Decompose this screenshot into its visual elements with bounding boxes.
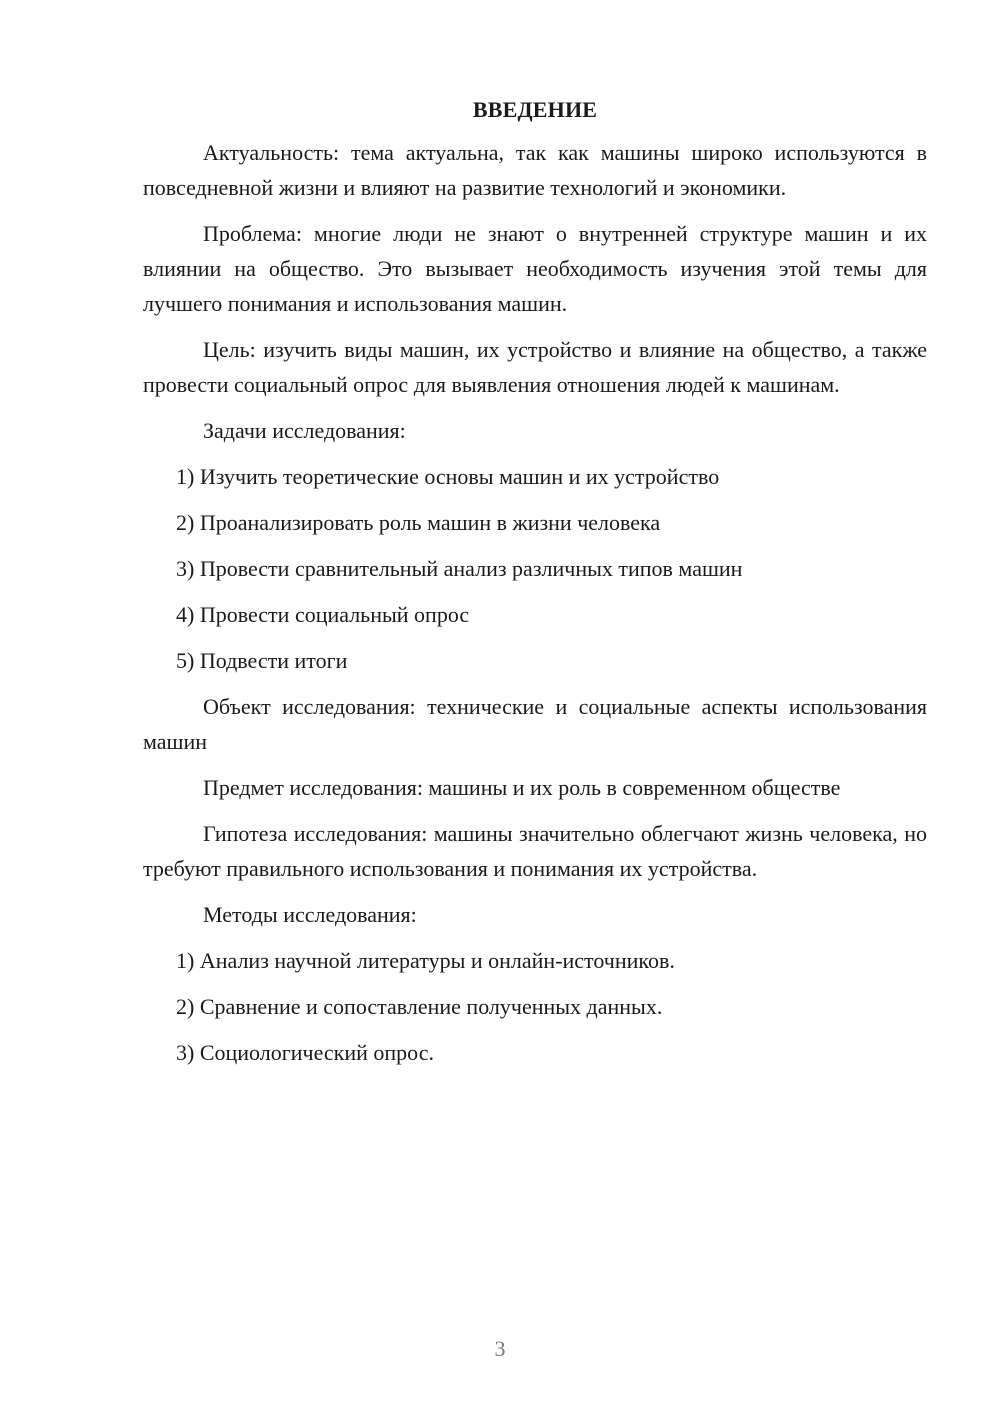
page-title: ВВЕДЕНИЕ <box>472 97 598 122</box>
method-item: 2) Сравнение и сопоставление полученных данных. <box>176 994 663 1019</box>
problem-paragraph: Проблема: многие люди не знают о внутренней структуре машин и их влиянии на общество. Это вызывает необходимость изучения этой темы для лучшего понимания и использования машин. <box>143 221 927 316</box>
hypothesis-paragraph: Гипотеза исследования: машины значительно облегчают жизнь человека, но требуют правильного использования и понимания их устройства. <box>143 821 927 881</box>
page-content <box>143 94 927 1081</box>
subject-paragraph: Предмет исследования: машины и их роль в современном обществе <box>203 775 841 800</box>
relevance-paragraph: Актуальность: тема актуальна, так как машины широко используются в повседневной жизни и влияют на развитие технологий и экономики. <box>143 140 927 200</box>
task-item: 5) Подвести итоги <box>176 648 348 673</box>
page-number: 3 <box>494 1336 506 1361</box>
methods-heading: Методы исследования: <box>203 902 417 927</box>
method-item: 3) Социологический опрос. <box>176 1040 434 1065</box>
task-item: 1) Изучить теоретические основы машин и их устройство <box>176 464 720 489</box>
tasks-heading: Задачи исследования: <box>203 418 406 443</box>
object-paragraph: Объект исследования: технические и социальные аспекты использования машин <box>143 694 927 754</box>
task-item: 4) Провести социальный опрос <box>176 602 470 627</box>
goal-paragraph: Цель: изучить виды машин, их устройство и влияние на общество, а также провести социальный опрос для выявления отношения людей к машинам. <box>143 337 927 397</box>
method-item: 1) Анализ научной литературы и онлайн-источников. <box>176 948 675 973</box>
task-item: 2) Проанализировать роль машин в жизни человека <box>176 510 661 535</box>
task-item: 3) Провести сравнительный анализ различных типов машин <box>176 556 743 581</box>
